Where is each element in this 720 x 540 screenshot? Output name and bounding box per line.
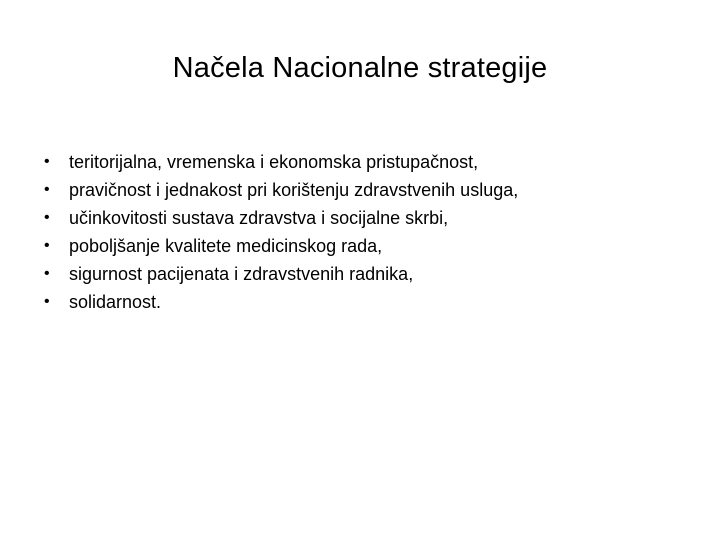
slide-title-rest: Nacionalne strategije	[264, 52, 548, 84]
list-item	[44, 176, 518, 204]
slide-title	[0, 50, 720, 86]
bullet-list	[44, 148, 518, 316]
bullet-icon: •	[44, 209, 50, 226]
list-item	[44, 232, 518, 260]
list-item-text: solidarnost.	[69, 292, 162, 312]
list-item-text: pravičnost i jednakost pri korištenju zdravstvenih usluga,	[69, 180, 519, 200]
list-item	[44, 288, 518, 316]
bullet-icon: •	[44, 237, 50, 254]
list-item	[44, 148, 518, 176]
list-item-text: učinkovitosti sustava zdravstva i socijalne skrbi,	[69, 208, 449, 228]
bullet-icon: •	[44, 153, 50, 170]
bullet-icon: •	[44, 181, 50, 198]
list-item-text: sigurnost pacijenata i zdravstvenih radnika,	[69, 264, 414, 284]
bullet-icon: •	[44, 265, 50, 282]
bullet-icon: •	[44, 293, 50, 310]
list-item-text: teritorijalna, vremenska i ekonomska pristupačnost,	[69, 152, 479, 172]
list-item	[44, 204, 518, 232]
list-item	[44, 260, 518, 288]
list-item-text: poboljšanje kvalitete medicinskog rada,	[69, 236, 383, 256]
slide-title-bold: Načela	[172, 52, 265, 84]
